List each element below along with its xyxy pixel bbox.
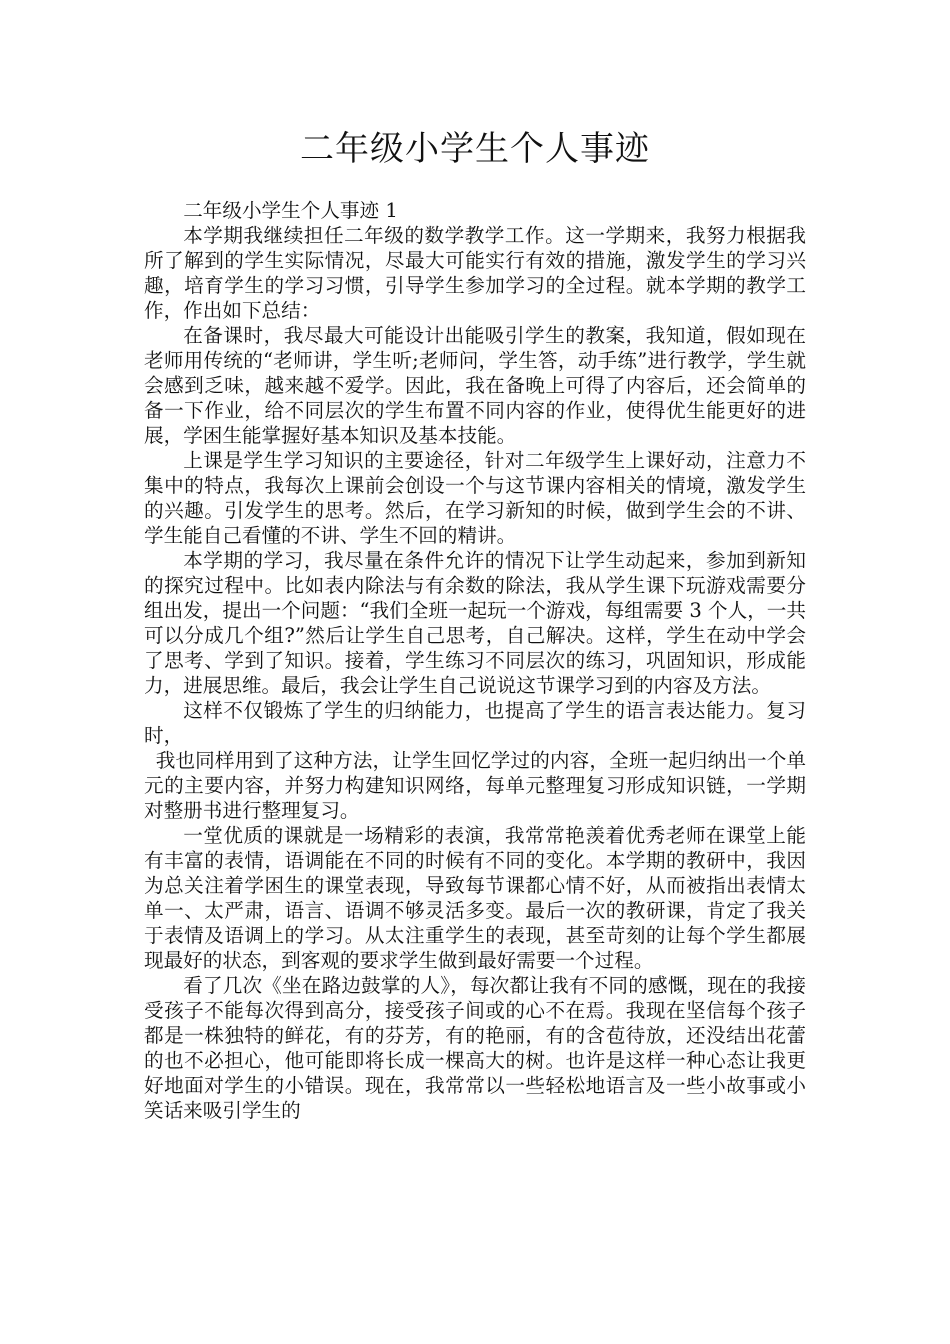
- paragraph: 本学期我继续担任二年级的数学教学工作。这一学期来，我努力根据我所了解到的学生实际情况，尽最大可能实行有效的措施，激发学生的学习兴趣，培育学生的学习习惯，引导学生参加学习的全过程。就本学期的教学工作，作出如下总结：: [144, 224, 806, 322]
- paragraph: 我也同样用到了这种方法，让学生回忆学过的内容，全班一起归纳出一个单元的主要内容，并努力构建知识网络，每单元整理复习形成知识链，一学期对整册书进行整理复习。: [144, 749, 806, 822]
- paragraph: 本学期的学习，我尽量在条件允许的情况下让学生动起来，参加到新知的探究过程中。比如表内除法与有余数的除法，我从学生课下玩游戏需要分组出发，提出一个问题：“我们全班一起玩一个游戏，每组需要 3 个人，一共可以分成几个组?”然后让学生自己思考，自己解决。这样，学生在动中学会了思考、学到了知识。接着，学生练习不同层次的练习，巩固知识，形成能力，进展思维。最后，我会让学生自己说说这节课学习到的内容及方法。: [144, 549, 806, 697]
- paragraph: 一堂优质的课就是一场精彩的表演，我常常艳羡着优秀老师在课堂上能有丰富的表情，语调能在不同的时候有不同的变化。本学期的教研中，我因为总关注着学困生的课堂表现，导致每节课都心情不好，从而被指出表情太单一、太严肃，语言、语调不够灵活多变。最后一次的教研课，肯定了我关于表情及语调上的学习。从太注重学生的表现，甚至苛刻的让每个学生都展现最好的状态，到客观的要求学生做到最好需要一个过程。: [144, 824, 806, 972]
- paragraph: 上课是学生学习知识的主要途径，针对二年级学生上课好动，注意力不集中的特点，我每次上课前会创设一个与这节课内容相关的情境，激发学生的兴趣。引发学生的思考。然后，在学习新知的时候，做到学生会的不讲、学生能自己看懂的不讲、学生不回的精讲。: [144, 449, 806, 547]
- paragraph: 看了几次《坐在路边鼓掌的人》，每次都让我有不同的感慨，现在的我接受孩子不能每次得到高分，接受孩子间或的心不在焉。我现在坚信每个孩子都是一株独特的鲜花，有的芬芳，有的艳丽，有的含苞待放，还没结出花蕾的也不必担心，他可能即将长成一棵高大的树。也许是这样一种心态让我更好地面对学生的小错误。现在，我常常以一些轻松地语言及一些小故事或小笑话来吸引学生的: [144, 974, 806, 1122]
- paragraph: 这样不仅锻炼了学生的归纳能力，也提高了学生的语言表达能力。复习时，: [144, 699, 806, 747]
- document-body: [144, 198, 806, 1123]
- document-title: 二年级小学生个人事迹: [300, 129, 650, 169]
- paragraph: 在备课时，我尽最大可能设计出能吸引学生的教案，我知道，假如现在老师用传统的“老师讲，学生听;老师问，学生答，动手练”进行教学，学生就会感到乏味，越来越不爱学。因此，我在备晚上可得了内容后，还会简单的备一下作业，给不同层次的学生布置不同内容的作业，使得优生能更好的进展，学困生能掌握好基本知识及基本技能。: [144, 324, 806, 447]
- section-heading: 二年级小学生个人事迹 1: [183, 199, 398, 222]
